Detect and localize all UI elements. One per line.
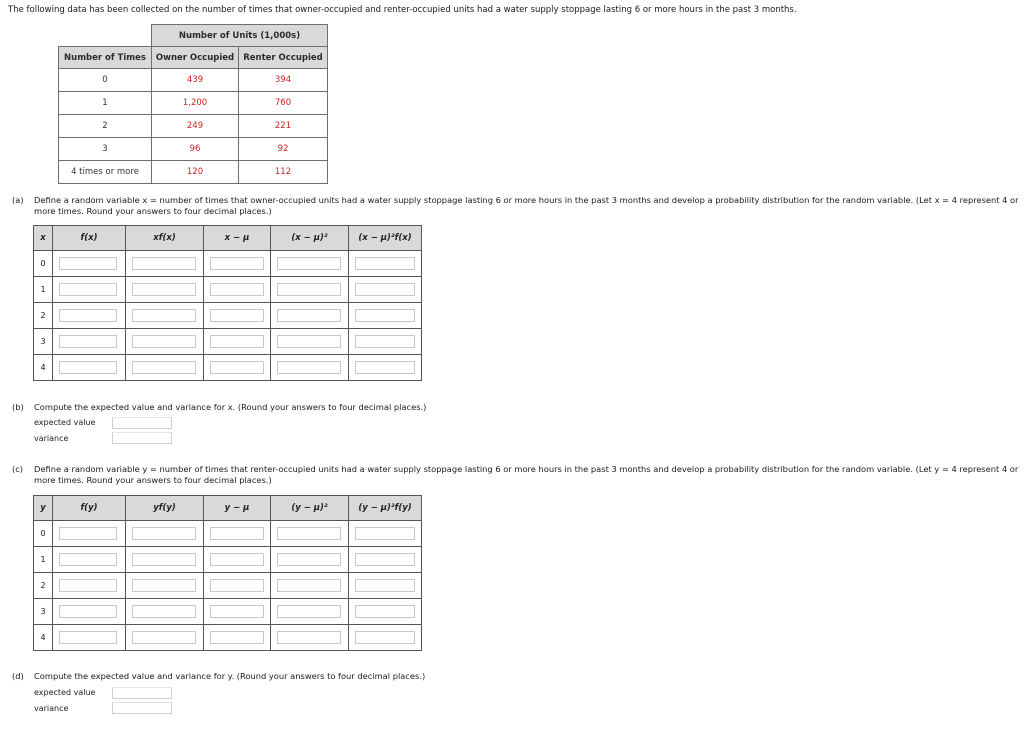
owner-cell: 96 bbox=[152, 138, 239, 161]
col-header: f(y) bbox=[53, 496, 126, 521]
renter-cell: 760 bbox=[239, 92, 328, 115]
col-header: (x − μ)²f(x) bbox=[349, 226, 422, 251]
col-header: (y − μ)²f(y) bbox=[349, 496, 422, 521]
fx-input[interactable] bbox=[59, 335, 117, 348]
col-renter-header: Renter Occupied bbox=[239, 47, 328, 69]
blank-corner bbox=[59, 25, 152, 47]
fy-input[interactable] bbox=[59, 631, 117, 644]
col-header: (y − μ)² bbox=[271, 496, 349, 521]
renter-cell: 112 bbox=[239, 161, 328, 184]
x-minus-mu-sq-fx-input[interactable] bbox=[355, 283, 415, 296]
xfx-input[interactable] bbox=[132, 283, 196, 296]
y-minus-mu-sq-input[interactable] bbox=[277, 553, 341, 566]
variance-x-input[interactable] bbox=[112, 432, 172, 444]
x-minus-mu-sq-fx-input[interactable] bbox=[355, 361, 415, 374]
x-value: 1 bbox=[34, 277, 53, 303]
col-header: x bbox=[34, 226, 53, 251]
x-minus-mu-sq-input[interactable] bbox=[277, 361, 341, 374]
fy-input[interactable] bbox=[59, 527, 117, 540]
fx-input[interactable] bbox=[59, 257, 117, 270]
part-a-tag: (a) bbox=[12, 195, 24, 205]
x-minus-mu-sq-input[interactable] bbox=[277, 257, 341, 270]
x-minus-mu-sq-fx-input[interactable] bbox=[355, 335, 415, 348]
expected-value-x-input[interactable] bbox=[112, 417, 172, 429]
part-b-text: (b) Compute the expected value and variance for x. (Round your answers to four decimal places.) bbox=[12, 402, 427, 412]
expected-value-y-label: expected value bbox=[34, 688, 96, 697]
renter-cell: 221 bbox=[239, 115, 328, 138]
col-header: y bbox=[34, 496, 53, 521]
x-minus-mu-sq-fx-input[interactable] bbox=[355, 257, 415, 270]
col-header: f(x) bbox=[53, 226, 126, 251]
variance-y-label: variance bbox=[34, 704, 69, 713]
y-minus-mu-sq-fy-input[interactable] bbox=[355, 631, 415, 644]
x-minus-mu-sq-input[interactable] bbox=[277, 309, 341, 322]
x-value: 4 bbox=[34, 355, 53, 381]
xfx-input[interactable] bbox=[132, 309, 196, 322]
y-value: 2 bbox=[34, 573, 53, 599]
renter-cell: 394 bbox=[239, 69, 328, 92]
yfy-input[interactable] bbox=[132, 579, 196, 592]
owner-cell: 120 bbox=[152, 161, 239, 184]
col-header: yf(y) bbox=[126, 496, 204, 521]
variance-y-input[interactable] bbox=[112, 702, 172, 714]
col-header: y − μ bbox=[204, 496, 271, 521]
y-minus-mu-sq-input[interactable] bbox=[277, 605, 341, 618]
times-cell: 3 bbox=[59, 138, 152, 161]
y-minus-mu-sq-input[interactable] bbox=[277, 527, 341, 540]
x-minus-mu-input[interactable] bbox=[210, 309, 264, 322]
col-owner-header: Owner Occupied bbox=[152, 47, 239, 69]
variance-x-label: variance bbox=[34, 434, 69, 443]
part-c-text: (c) Define a random variable y = number of times that renter-occupied units had a water supply stoppage lasting 6 or more hours in the past 3 months and develop a probability distribution for the random variable. (Let y = 4 represent 4 or more times. Round your answers to four decimal places.) bbox=[12, 464, 1019, 485]
part-d-tag: (d) bbox=[12, 671, 24, 681]
y-value: 1 bbox=[34, 547, 53, 573]
y-minus-mu-sq-fy-input[interactable] bbox=[355, 579, 415, 592]
x-minus-mu-input[interactable] bbox=[210, 335, 264, 348]
x-minus-mu-input[interactable] bbox=[210, 361, 264, 374]
col-times-header: Number of Times bbox=[59, 47, 152, 69]
owner-cell: 249 bbox=[152, 115, 239, 138]
y-minus-mu-input[interactable] bbox=[210, 579, 264, 592]
yfy-input[interactable] bbox=[132, 553, 196, 566]
xfx-input[interactable] bbox=[132, 257, 196, 270]
data-table bbox=[58, 24, 328, 184]
fy-input[interactable] bbox=[59, 553, 117, 566]
y-minus-mu-sq-fy-input[interactable] bbox=[355, 553, 415, 566]
x-minus-mu-sq-input[interactable] bbox=[277, 283, 341, 296]
owner-cell: 439 bbox=[152, 69, 239, 92]
y-value: 0 bbox=[34, 521, 53, 547]
col-header: x − μ bbox=[204, 226, 271, 251]
y-minus-mu-input[interactable] bbox=[210, 631, 264, 644]
fy-input[interactable] bbox=[59, 605, 117, 618]
fx-input[interactable] bbox=[59, 309, 117, 322]
xfx-input[interactable] bbox=[132, 361, 196, 374]
times-cell: 1 bbox=[59, 92, 152, 115]
expected-value-x-label: expected value bbox=[34, 418, 96, 427]
y-value: 4 bbox=[34, 625, 53, 651]
distribution-table-y bbox=[33, 495, 422, 651]
yfy-input[interactable] bbox=[132, 605, 196, 618]
x-value: 3 bbox=[34, 329, 53, 355]
xfx-input[interactable] bbox=[132, 335, 196, 348]
owner-cell: 1,200 bbox=[152, 92, 239, 115]
fx-input[interactable] bbox=[59, 283, 117, 296]
expected-value-y-input[interactable] bbox=[112, 687, 172, 699]
y-minus-mu-sq-fy-input[interactable] bbox=[355, 527, 415, 540]
y-minus-mu-input[interactable] bbox=[210, 527, 264, 540]
fx-input[interactable] bbox=[59, 361, 117, 374]
x-minus-mu-input[interactable] bbox=[210, 257, 264, 270]
y-minus-mu-sq-input[interactable] bbox=[277, 631, 341, 644]
x-minus-mu-input[interactable] bbox=[210, 283, 264, 296]
y-minus-mu-sq-fy-input[interactable] bbox=[355, 605, 415, 618]
intro-text: The following data has been collected on the number of times that owner-occupied and renter-occupied units had a water supply stoppage lasting 6 or more hours in the past 3 months. bbox=[8, 5, 797, 15]
x-value: 0 bbox=[34, 251, 53, 277]
renter-cell: 92 bbox=[239, 138, 328, 161]
yfy-input[interactable] bbox=[132, 527, 196, 540]
fy-input[interactable] bbox=[59, 579, 117, 592]
part-d-text: (d) Compute the expected value and variance for y. (Round your answers to four decimal places.) bbox=[12, 671, 426, 681]
part-a-text: (a) Define a random variable x = number of times that owner-occupied units had a water supply stoppage lasting 6 or more hours in the past 3 months and develop a probability distribution for the random variable. (Let x = 4 represent 4 or more times. Round your answers to four decimal places.) bbox=[12, 195, 1019, 216]
times-cell: 0 bbox=[59, 69, 152, 92]
y-minus-mu-input[interactable] bbox=[210, 553, 264, 566]
yfy-input[interactable] bbox=[132, 631, 196, 644]
part-c-tag: (c) bbox=[12, 464, 24, 474]
distribution-table-x bbox=[33, 225, 422, 381]
times-cell: 2 bbox=[59, 115, 152, 138]
col-header: (x − μ)² bbox=[271, 226, 349, 251]
part-b-tag: (b) bbox=[12, 402, 24, 412]
times-cell: 4 times or more bbox=[59, 161, 152, 184]
x-value: 2 bbox=[34, 303, 53, 329]
y-minus-mu-sq-input[interactable] bbox=[277, 579, 341, 592]
group-header: Number of Units (1,000s) bbox=[152, 25, 328, 47]
x-minus-mu-sq-fx-input[interactable] bbox=[355, 309, 415, 322]
y-minus-mu-input[interactable] bbox=[210, 605, 264, 618]
col-header: xf(x) bbox=[126, 226, 204, 251]
x-minus-mu-sq-input[interactable] bbox=[277, 335, 341, 348]
y-value: 3 bbox=[34, 599, 53, 625]
